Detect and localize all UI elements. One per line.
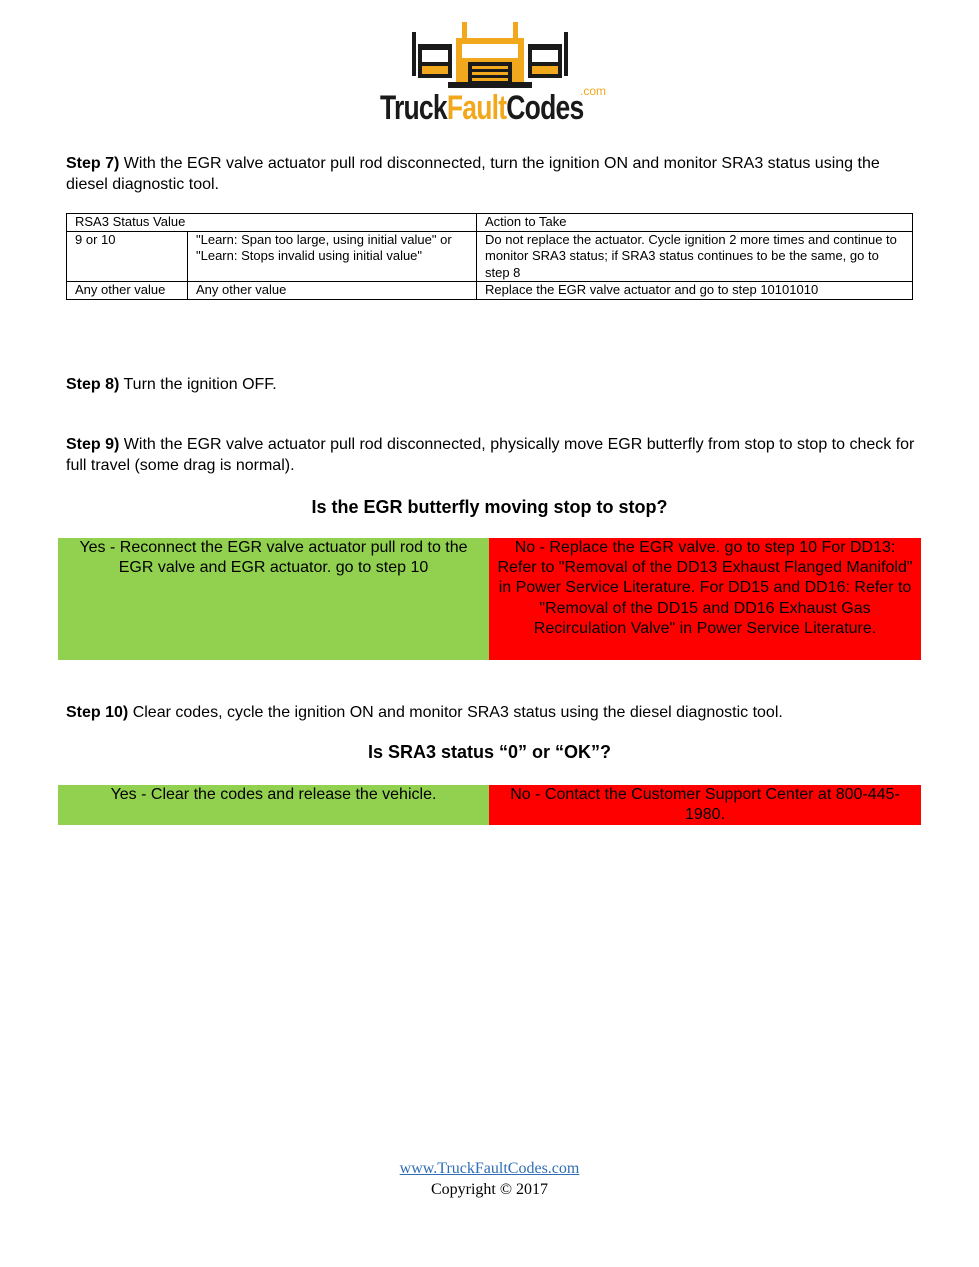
- answer-yes-box: Yes - Reconnect the EGR valve actuator pull rod to the EGR valve and EGR actuator. go to step 10: [58, 538, 489, 660]
- table-row: [67, 282, 913, 300]
- truckfaultcodes-logo: [378, 20, 607, 128]
- table-cell-meaning: Any other value: [188, 282, 477, 300]
- logo-wordmark: TruckFaultCodes: [380, 89, 584, 127]
- table-cell-value: 9 or 10: [67, 231, 188, 282]
- step-10-label: Step 10): [66, 704, 129, 721]
- answer-no-box: No - Contact the Customer Support Center at 800-445-1980.: [489, 785, 921, 825]
- table-cell-value: Any other value: [67, 282, 188, 300]
- table-row: [67, 231, 913, 282]
- table-header-cell: Action to Take: [477, 214, 913, 232]
- step-9-paragraph: [66, 434, 916, 476]
- footer-website-link[interactable]: www.TruckFaultCodes.com: [399, 1160, 580, 1177]
- answer-no-box: No - Replace the EGR valve. go to step 10 For DD13: Refer to "Removal of the DD13 Exhaust Flanged Manifold" in Power Service Literature. For DD15 and DD16: Refer to "Removal of the DD15 and DD16 Exhaust Gas Recirculation Valve" in Power Service Literature.: [489, 538, 921, 660]
- table-cell-meaning: "Learn: Span too large, using initial value" or "Learn: Stops invalid using initial value": [188, 231, 477, 282]
- action-line: step 8: [485, 264, 521, 280]
- truck-icon: [378, 20, 602, 92]
- step-10-paragraph: [66, 702, 916, 723]
- table-cell-action: [477, 282, 913, 300]
- step-7-label: Step 7): [66, 155, 120, 172]
- step-10-text: Clear codes, cycle the ignition ON and monitor SRA3 status using the diesel diagnostic tool.: [128, 704, 783, 721]
- table-header-row: [67, 214, 913, 232]
- logo-com-suffix: .com: [580, 84, 607, 98]
- step-8-paragraph: [66, 374, 916, 395]
- question-sra3-status: Is SRA3 status “0” or “OK”?: [367, 742, 612, 762]
- step-9-label: Step 9): [66, 436, 120, 453]
- table-header-cell: RSA3 Status Value: [67, 214, 477, 232]
- table-cell-action: [477, 231, 913, 282]
- step-8-label: Step 8): [66, 376, 120, 393]
- step-9-text: With the EGR valve actuator pull rod disconnected, physically move EGR butterfly from stop to stop to check for full travel (some drag is normal).: [66, 436, 915, 474]
- step-7-text: With the EGR valve actuator pull rod disconnected, turn the ignition ON and monitor SRA3 status using the diesel diagnostic tool.: [66, 155, 880, 193]
- step-8-text: Turn the ignition OFF.: [119, 376, 277, 393]
- question-egr-butterfly: Is the EGR butterfly moving stop to stop?: [311, 497, 668, 517]
- action-line: Replace the EGR valve actuator and go to step 10101010: [485, 282, 819, 297]
- footer-copyright: Copyright © 2017: [430, 1181, 549, 1198]
- step-7-paragraph: [66, 153, 916, 195]
- status-table: [66, 213, 913, 300]
- action-line: Do not replace the actuator. Cycle ignition 2 more times and continue to: [485, 231, 897, 247]
- action-line: monitor SRA3 status; if SRA3 status continues to be the same, go to: [485, 248, 879, 263]
- answer-yes-box: Yes - Clear the codes and release the vehicle.: [58, 785, 489, 825]
